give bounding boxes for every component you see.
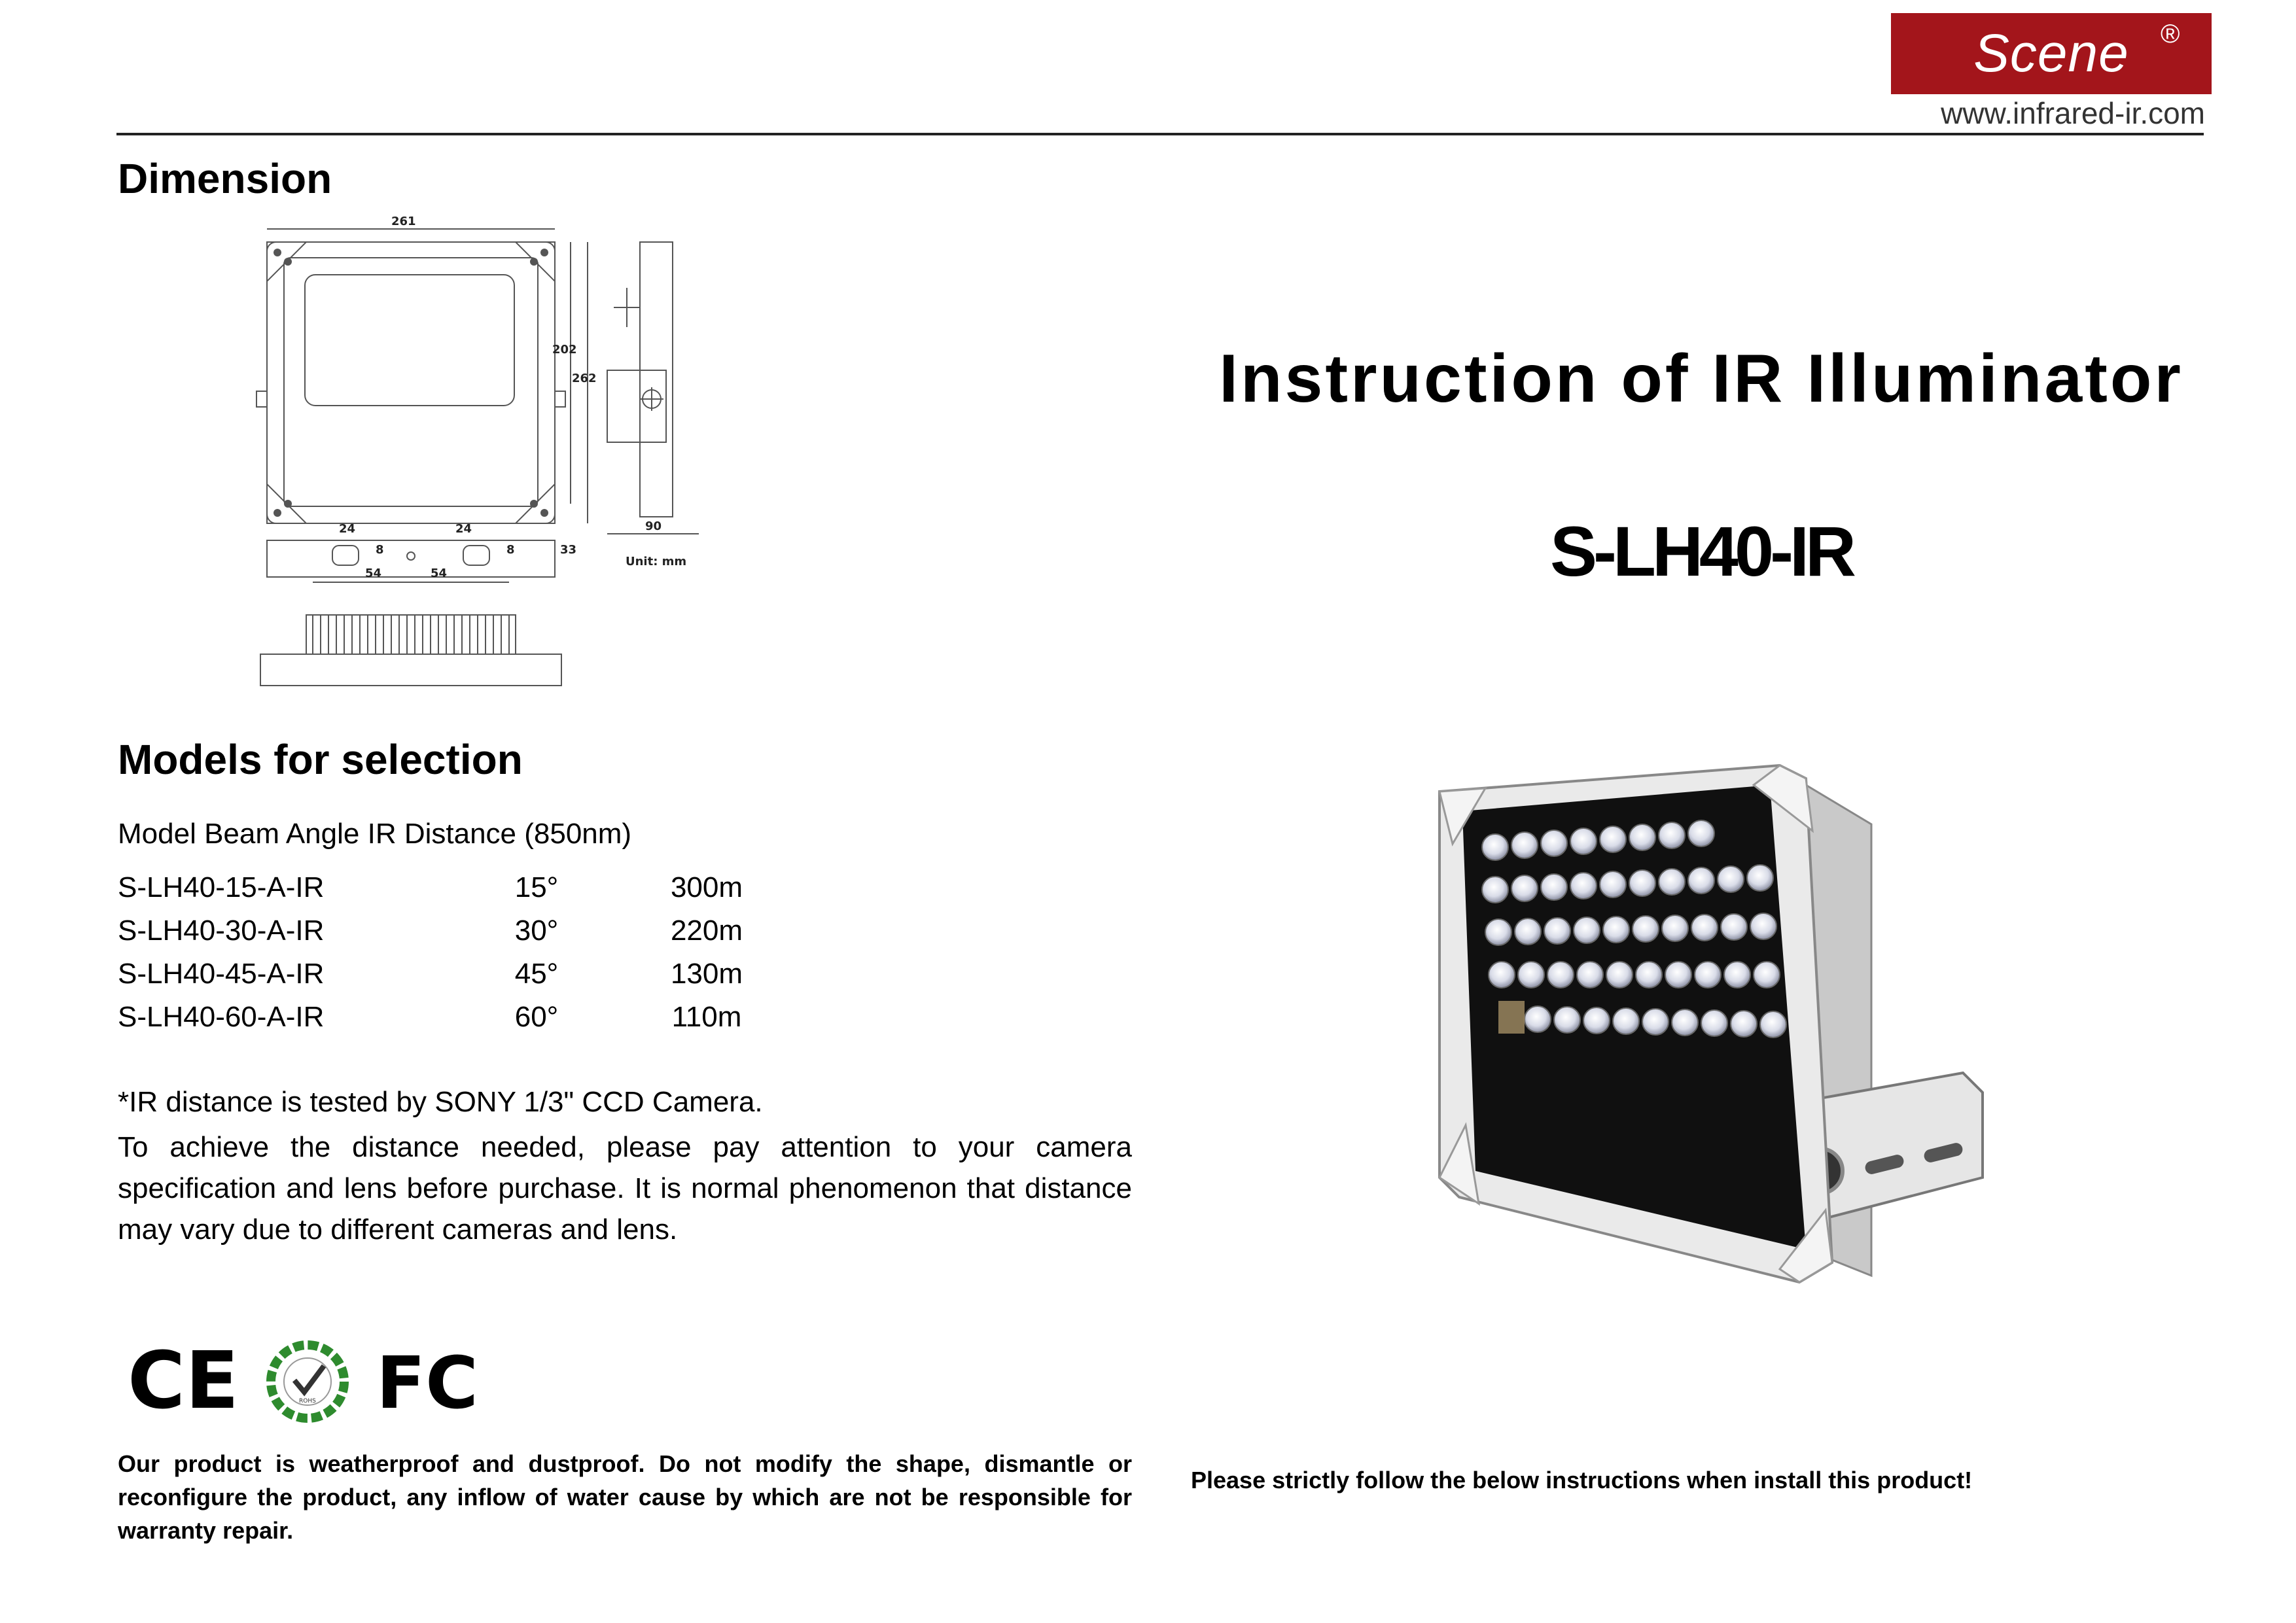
model-name: S-LH40-IR — [1549, 512, 1853, 591]
angle-cell: 60° — [514, 1001, 559, 1033]
dim-24-left: 24 — [339, 522, 356, 536]
brand-logo — [1891, 13, 2212, 94]
dim-8-left: 8 — [376, 543, 384, 557]
dimension-drawing — [247, 216, 718, 700]
ir-distance-note: *IR distance is tested by SONY 1/3" CCD Camera. — [118, 1086, 763, 1118]
product-photo — [1413, 752, 2015, 1295]
col-ir-distance: IR Distance (850nm) — [367, 818, 632, 850]
install-instruction-note: Please strictly follow the below instructions when install this product! — [1191, 1467, 1973, 1493]
brand-name: Scene — [1973, 24, 2129, 83]
certification-logos — [128, 1328, 494, 1433]
unit-label: Unit: mm — [626, 555, 687, 568]
model-cell: S-LH40-15-A-IR — [118, 871, 325, 903]
dim-54-right: 54 — [431, 567, 448, 580]
models-heading: Models for selection — [118, 736, 523, 783]
fcc-mark-icon: FC — [376, 1341, 478, 1425]
model-cell: S-LH40-60-A-IR — [118, 1001, 325, 1033]
registered-mark: ® — [2161, 20, 2180, 48]
distance-disclaimer: To achieve the distance needed, please pay attention to your camera specification and lens before purchase. It is normal phenomenon that distance may vary due to different cameras and lens. — [118, 1131, 1132, 1246]
table-row — [118, 871, 903, 911]
col-model: Model — [118, 818, 196, 850]
dim-261: 261 — [391, 216, 416, 228]
angle-cell: 30° — [514, 915, 559, 947]
angle-cell: 15° — [514, 871, 559, 903]
distance-cell: 130m — [670, 958, 743, 990]
website-url: www.infrared-ir.com — [1941, 96, 2205, 130]
dim-202: 202 — [552, 343, 577, 357]
col-beam-angle: Beam Angle — [204, 818, 360, 850]
dim-54-left: 54 — [365, 567, 382, 580]
table-row — [118, 915, 903, 954]
table-row — [118, 1001, 903, 1040]
document-title: Instruction of IR Illuminator — [1219, 341, 2183, 417]
dimension-heading: Dimension — [118, 155, 332, 202]
model-cell: S-LH40-30-A-IR — [118, 915, 325, 947]
dim-8-right: 8 — [506, 543, 515, 557]
weatherproof-warning: Our product is weatherproof and dustproof. Do not modify the shape, dismantle or reconfigure the product, any inflow of water cause by which are not be responsible for warranty repair. — [118, 1450, 1132, 1544]
models-table-header — [118, 818, 903, 857]
model-cell: S-LH40-45-A-IR — [118, 958, 325, 990]
table-row — [118, 958, 903, 997]
ce-mark-icon: CE — [128, 1336, 239, 1427]
angle-cell: 45° — [514, 958, 559, 990]
dim-33: 33 — [560, 543, 577, 557]
distance-cell: 300m — [670, 871, 743, 903]
dim-90: 90 — [645, 519, 662, 533]
distance-cell: 110m — [671, 1001, 742, 1033]
rohs-label: ROHS — [299, 1398, 316, 1405]
dim-262: 262 — [572, 372, 597, 385]
distance-cell: 220m — [670, 915, 743, 947]
rohs-badge-icon — [271, 1345, 344, 1418]
header-divider — [116, 133, 2204, 135]
dim-24-right: 24 — [455, 522, 472, 536]
